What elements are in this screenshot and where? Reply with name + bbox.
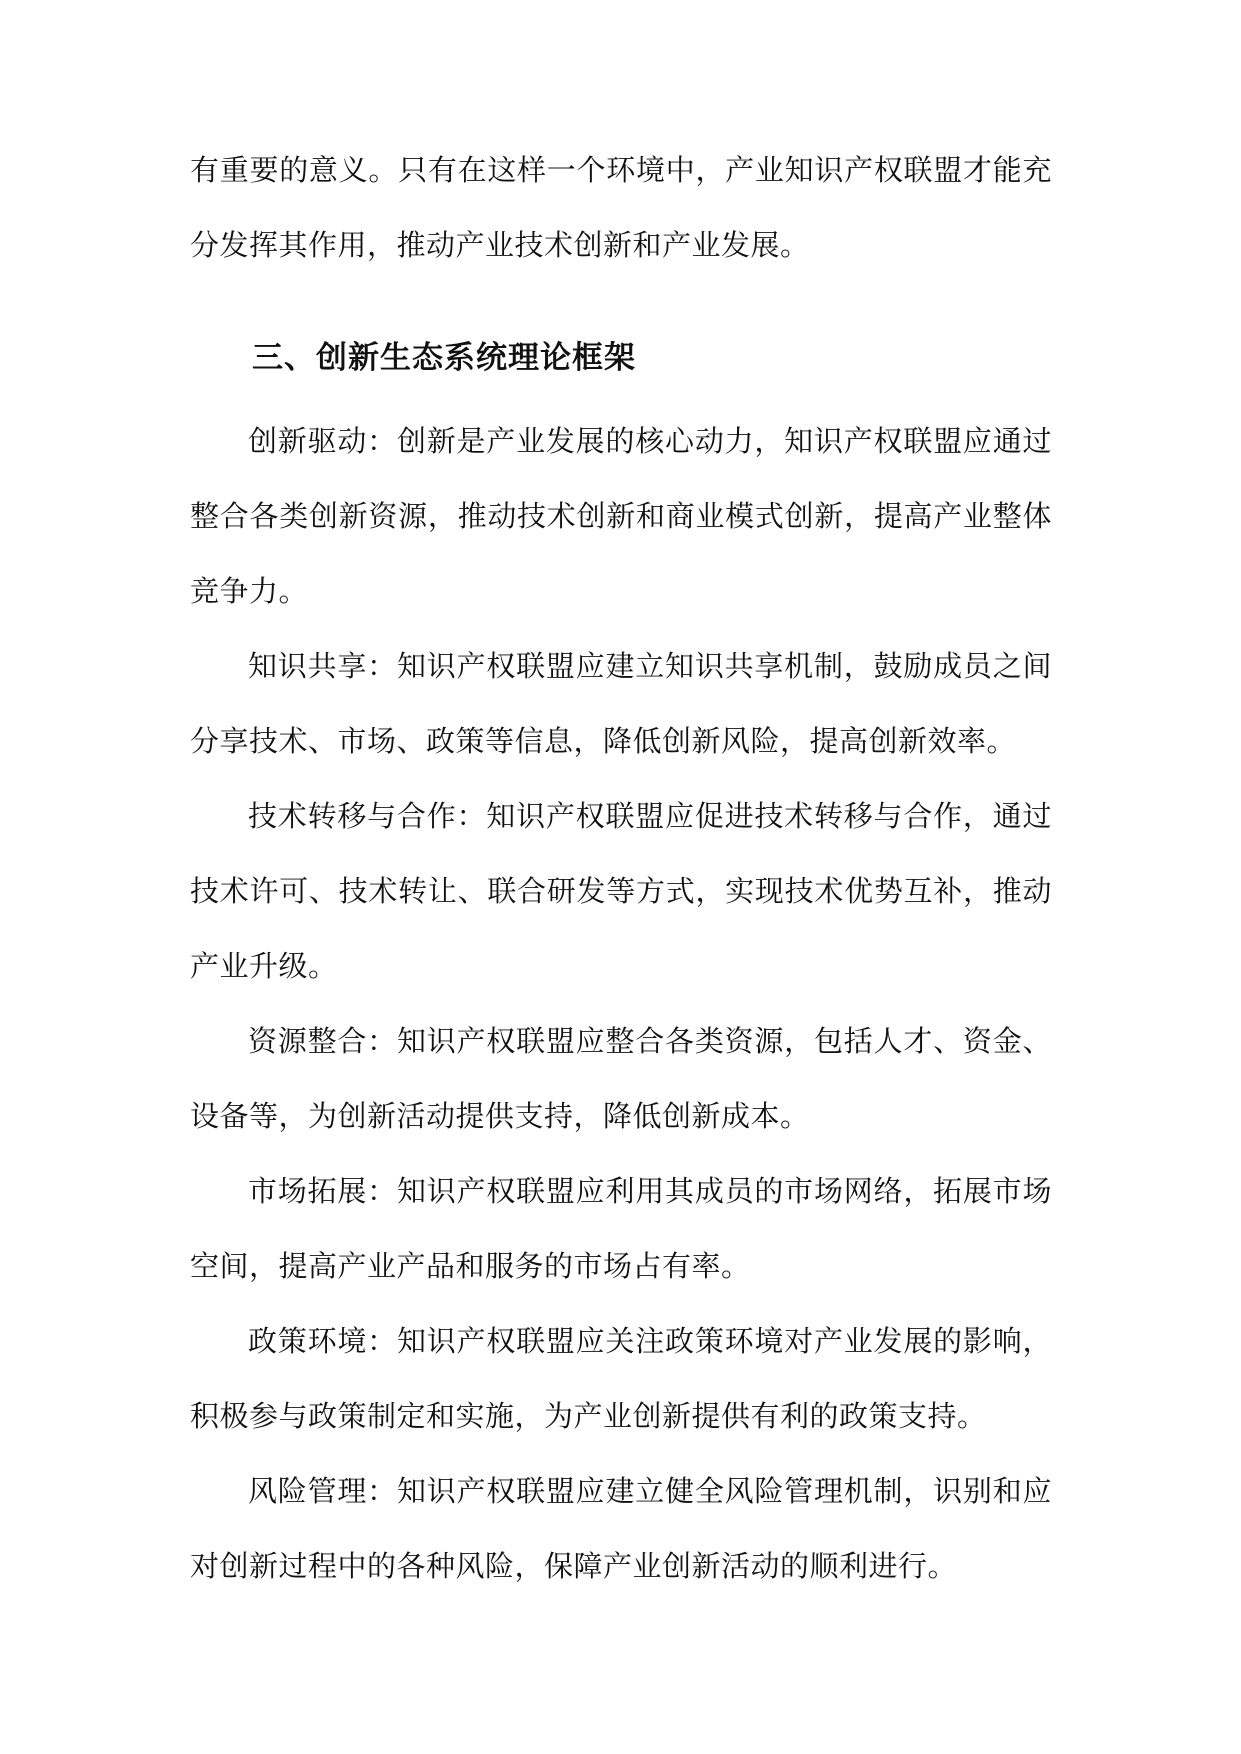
section-heading: 三、创新生态系统理论框架 bbox=[252, 340, 636, 376]
paragraph-tech-transfer bbox=[190, 779, 1052, 1004]
paragraph-text: ：知识产权联盟应建立知识共享机制，鼓励成员之间分享技术、市场、政策等信息，降低创新风险，提高创新效率。 bbox=[190, 649, 1052, 758]
paragraph-term: 风险管理 bbox=[248, 1474, 368, 1508]
paragraph-resource-integration bbox=[190, 1004, 1052, 1154]
paragraph-innovation-driven bbox=[190, 404, 1052, 629]
continuation-paragraph bbox=[190, 133, 1052, 283]
paragraph-term: 资源整合 bbox=[248, 1024, 368, 1058]
paragraph-policy-environment bbox=[190, 1304, 1052, 1454]
paragraph-knowledge-sharing bbox=[190, 629, 1052, 779]
paragraph-text: ：知识产权联盟应整合各类资源，包括人才、资金、设备等，为创新活动提供支持，降低创新成本。 bbox=[190, 1024, 1052, 1133]
paragraph-text: ：知识产权联盟应利用其成员的市场网络，拓展市场空间，提高产业产品和服务的市场占有率。 bbox=[190, 1174, 1052, 1283]
paragraph-risk-management bbox=[190, 1454, 1052, 1604]
paragraph-term: 创新驱动 bbox=[248, 424, 368, 458]
paragraph-text: ：创新是产业发展的核心动力，知识产权联盟应通过整合各类创新资源，推动技术创新和商业模式创新，提高产业整体竞争力。 bbox=[190, 424, 1052, 608]
paragraph-term: 市场拓展 bbox=[248, 1174, 368, 1208]
paragraph-text: ：知识产权联盟应建立健全风险管理机制，识别和应对创新过程中的各种风险，保障产业创新活动的顺利进行。 bbox=[190, 1474, 1052, 1583]
paragraph-market-expansion bbox=[190, 1154, 1052, 1304]
paragraph-text: ：知识产权联盟应促进技术转移与合作，通过技术许可、技术转让、联合研发等方式，实现技术优势互补，推动产业升级。 bbox=[190, 799, 1052, 983]
paragraph-text: ：知识产权联盟应关注政策环境对产业发展的影响，积极参与政策制定和实施，为产业创新提供有利的政策支持。 bbox=[190, 1324, 1052, 1433]
continuation-text: 有重要的意义。只有在这样一个环境中，产业知识产权联盟才能充分发挥其作用，推动产业技术创新和产业发展。 bbox=[190, 153, 1052, 262]
paragraph-term: 技术转移与合作 bbox=[248, 799, 457, 833]
paragraph-term: 知识共享 bbox=[248, 649, 368, 683]
paragraph-term: 政策环境 bbox=[248, 1324, 368, 1358]
